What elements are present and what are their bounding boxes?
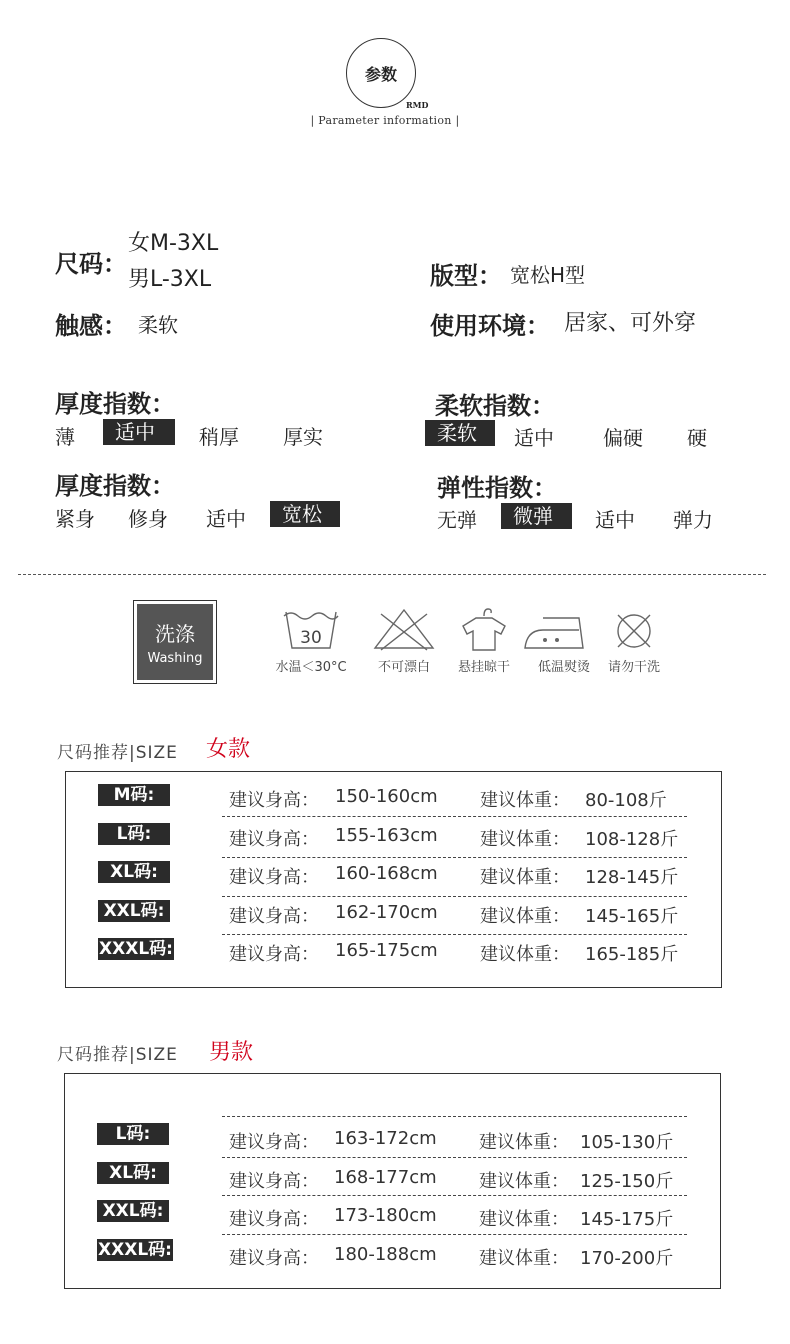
row-divider [222, 1157, 687, 1158]
size-tag: M码: [98, 784, 170, 806]
height-label: 建议身高： [229, 905, 319, 927]
care-label: 悬挂晾干 [457, 660, 510, 675]
thickness-index-label: 厚度指数： [55, 390, 175, 418]
care-item-dryclean [589, 606, 679, 675]
weight-value: 125-150斤 [580, 1170, 674, 1192]
height-value: 163-172cm [334, 1128, 437, 1149]
size-label: 尺码： [55, 250, 127, 278]
height-label: 建议身高： [229, 790, 319, 811]
softness-option: 偏硬 [603, 426, 643, 450]
elasticity-index-label: 弹性指数： [437, 474, 557, 502]
weight-value: 108-128斤 [585, 828, 679, 850]
wash-30-icon [266, 606, 356, 652]
weight-label: 建议体重： [480, 867, 570, 888]
weight-value: 165-185斤 [585, 944, 679, 965]
touch-label: 触感： [55, 312, 127, 340]
fit-value: 宽松H型 [510, 263, 586, 287]
washing-badge [133, 600, 217, 684]
thickness-option: 稍厚 [199, 425, 239, 449]
row-divider [222, 934, 687, 935]
elasticity-option: 适中 [595, 508, 635, 532]
looseness-option: 紧身 [55, 507, 95, 531]
height-value: 150-160cm [335, 786, 438, 807]
no-bleach-icon [359, 606, 449, 652]
looseness-option-selected: 宽松 [270, 501, 340, 527]
weight-label: 建议体重： [480, 944, 570, 965]
size-female-value: 女M-3XL [128, 231, 219, 256]
weight-value: 170-200斤 [580, 1247, 674, 1269]
care-item-bleach [359, 606, 449, 675]
no-dry-clean-icon [589, 606, 679, 652]
height-value: 168-177cm [334, 1166, 437, 1188]
height-label: 建议身高： [229, 1170, 319, 1192]
height-label: 建议身高： [229, 1247, 319, 1269]
softness-option-selected: 柔软 [425, 420, 495, 446]
size-male-title: 尺码推荐|SIZE [57, 1045, 178, 1065]
size-female-tag: 女款 [206, 737, 251, 762]
size-female-title: 尺码推荐|SIZE [57, 743, 178, 763]
looseness-option: 适中 [206, 507, 246, 531]
row-divider [222, 1116, 687, 1117]
weight-value: 105-130斤 [580, 1132, 674, 1153]
height-label: 建议身高： [229, 1209, 319, 1230]
softness-index-label: 柔软指数： [435, 392, 555, 420]
hang-dry-icon [439, 606, 529, 652]
height-label: 建议身高： [229, 828, 319, 850]
height-value: 173-180cm [334, 1205, 437, 1226]
height-value: 165-175cm [335, 940, 438, 961]
size-male-tag: 男款 [209, 1040, 254, 1065]
weight-label: 建议体重： [479, 1209, 569, 1230]
weight-value: 145-165斤 [585, 905, 679, 927]
care-item-hang [439, 606, 529, 675]
size-tag: XXXL码: [99, 939, 173, 959]
height-label: 建议身高： [229, 944, 319, 965]
thickness-option: 薄 [55, 425, 75, 449]
touch-value: 柔软 [138, 313, 178, 337]
softness-option: 硬 [687, 426, 707, 450]
weight-value: 80-108斤 [585, 790, 667, 811]
param-badge-label: 参数 [364, 64, 397, 84]
size-tag: XL码: [97, 1162, 169, 1184]
care-item-wash [266, 606, 356, 675]
height-label: 建议身高： [229, 1132, 319, 1153]
thickness-option: 厚实 [283, 425, 323, 449]
weight-label: 建议体重： [479, 1247, 569, 1269]
care-label: 低温熨烫 [537, 660, 590, 675]
section-divider [18, 574, 766, 575]
size-tag: XXL码: [97, 1200, 169, 1222]
weight-label: 建议体重： [480, 828, 570, 850]
rmd-mark: RMD [406, 100, 429, 110]
wash-temp-number: 30 [300, 628, 322, 648]
row-divider [222, 1195, 687, 1196]
softness-option: 适中 [514, 426, 554, 450]
care-label: 不可漂白 [377, 660, 430, 675]
size-tag: XXXL码: [98, 1239, 172, 1260]
height-value: 180-188cm [334, 1243, 437, 1265]
row-divider [222, 816, 687, 817]
size-tag: XL码: [98, 861, 170, 883]
elasticity-option: 弹力 [673, 508, 713, 532]
looseness-index-label: 厚度指数： [55, 472, 175, 500]
weight-label: 建议体重： [479, 1132, 569, 1153]
height-value: 162-170cm [335, 901, 438, 923]
washing-title-cn: 洗涤 [155, 622, 195, 646]
weight-label: 建议体重： [479, 1170, 569, 1192]
size-tag: XXL码: [98, 900, 170, 922]
elasticity-option-selected: 微弹 [501, 503, 572, 529]
row-divider [222, 896, 687, 897]
elasticity-option: 无弹 [437, 508, 477, 532]
weight-label: 建议体重： [480, 790, 570, 811]
param-badge [346, 38, 416, 108]
looseness-option: 修身 [128, 507, 168, 531]
height-value: 160-168cm [335, 863, 438, 884]
fit-label: 版型： [430, 262, 502, 290]
parameter-info-caption: | Parameter information | [310, 114, 460, 127]
size-tag: L码: [97, 1123, 169, 1145]
weight-label: 建议体重： [480, 905, 570, 927]
environment-value: 居家、可外穿 [564, 311, 697, 336]
size-male-value: 男L-3XL [128, 267, 212, 292]
height-value: 155-163cm [335, 824, 438, 846]
row-divider [222, 1234, 687, 1235]
height-label: 建议身高： [229, 867, 319, 888]
washing-title-en: Washing [147, 651, 203, 666]
thickness-option-selected: 适中 [103, 419, 175, 445]
row-divider [222, 857, 687, 858]
environment-label: 使用环境： [430, 312, 550, 340]
care-label: 水温＜30°C [275, 660, 347, 675]
care-label: 请勿干洗 [607, 660, 660, 675]
size-tag: L码: [98, 823, 170, 845]
weight-value: 128-145斤 [585, 867, 679, 888]
weight-value: 145-175斤 [580, 1209, 674, 1230]
